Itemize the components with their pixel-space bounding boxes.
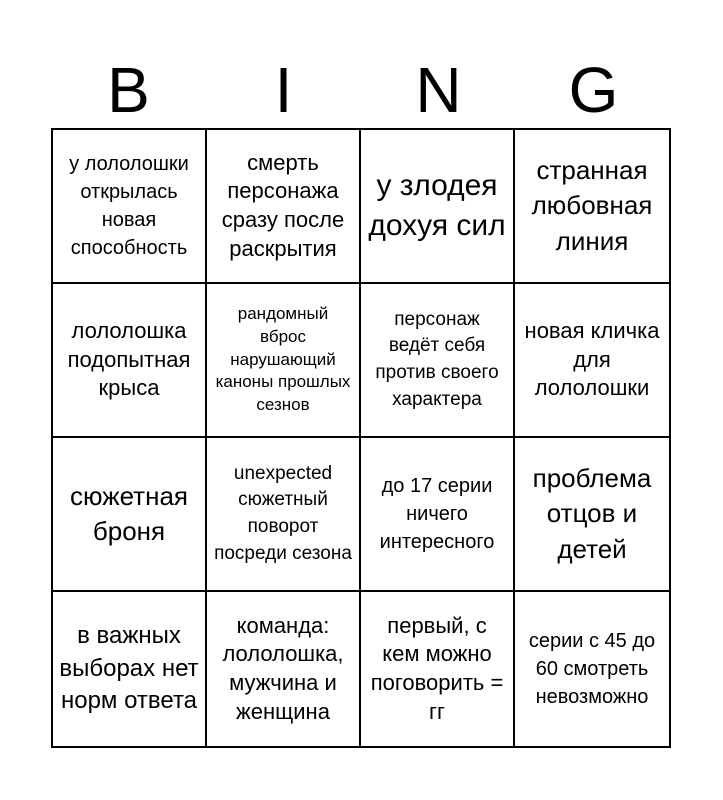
cell-text: в важных выборах нет норм ответа bbox=[59, 622, 199, 715]
bingo-board bbox=[51, 128, 671, 748]
cell-text: до 17 серии ничего интересного bbox=[379, 475, 495, 553]
cell-text: рандомный вброс нарушающий каноны прошлых сезнов bbox=[215, 303, 351, 415]
cell-text: у лололошки открылась новая способность bbox=[69, 153, 189, 259]
bingo-cell-r4c1[interactable] bbox=[53, 592, 207, 746]
bingo-header bbox=[51, 52, 671, 128]
header-letter-n: N bbox=[415, 54, 462, 126]
bingo-cell-r1c3[interactable] bbox=[361, 130, 515, 284]
header-letter-b: B bbox=[107, 54, 150, 126]
cell-text: лололошка подопытная крыса bbox=[67, 318, 191, 401]
bingo-cell-r1c4[interactable] bbox=[515, 130, 669, 284]
bingo-cell-r4c4[interactable] bbox=[515, 592, 669, 746]
header-letter-g: G bbox=[568, 54, 619, 126]
bingo-cell-r4c3[interactable] bbox=[361, 592, 515, 746]
header-letter-i: I bbox=[274, 54, 293, 126]
cell-text: сюжетная броня bbox=[69, 480, 188, 546]
bingo-cell-r1c2[interactable] bbox=[207, 130, 361, 284]
bingo-cell-r3c4[interactable] bbox=[515, 438, 669, 592]
cell-text: у злодея дохуя сил bbox=[368, 168, 506, 242]
cell-text: персонаж ведёт себя против своего характера bbox=[375, 308, 499, 410]
cell-text: unexpected сюжетный поворот посреди сезона bbox=[214, 462, 352, 564]
bingo-cell-r3c3[interactable] bbox=[361, 438, 515, 592]
cell-text: первый, с кем можно поговорить = гг bbox=[370, 612, 504, 724]
bingo-cell-r1c1[interactable] bbox=[53, 130, 207, 284]
bingo-cell-r4c2[interactable] bbox=[207, 592, 361, 746]
bingo-cell-r3c1[interactable] bbox=[53, 438, 207, 592]
bingo-cell-r2c2[interactable] bbox=[207, 284, 361, 438]
bingo-cell-r2c4[interactable] bbox=[515, 284, 669, 438]
bingo-cell-r2c3[interactable] bbox=[361, 284, 515, 438]
cell-text: странная любовная линия bbox=[531, 155, 653, 256]
cell-text: смерть персонажа сразу после раскрытия bbox=[221, 149, 345, 261]
cell-text: серии с 45 до 60 смотреть невозможно bbox=[528, 630, 656, 708]
cell-text: команда: лололошка, мужчина и женщина bbox=[222, 612, 344, 724]
bingo-cell-r3c2[interactable] bbox=[207, 438, 361, 592]
cell-text: проблема отцов и детей bbox=[532, 463, 652, 564]
bingo-cell-r2c1[interactable] bbox=[53, 284, 207, 438]
cell-text: новая кличка для лололошки bbox=[524, 318, 660, 401]
